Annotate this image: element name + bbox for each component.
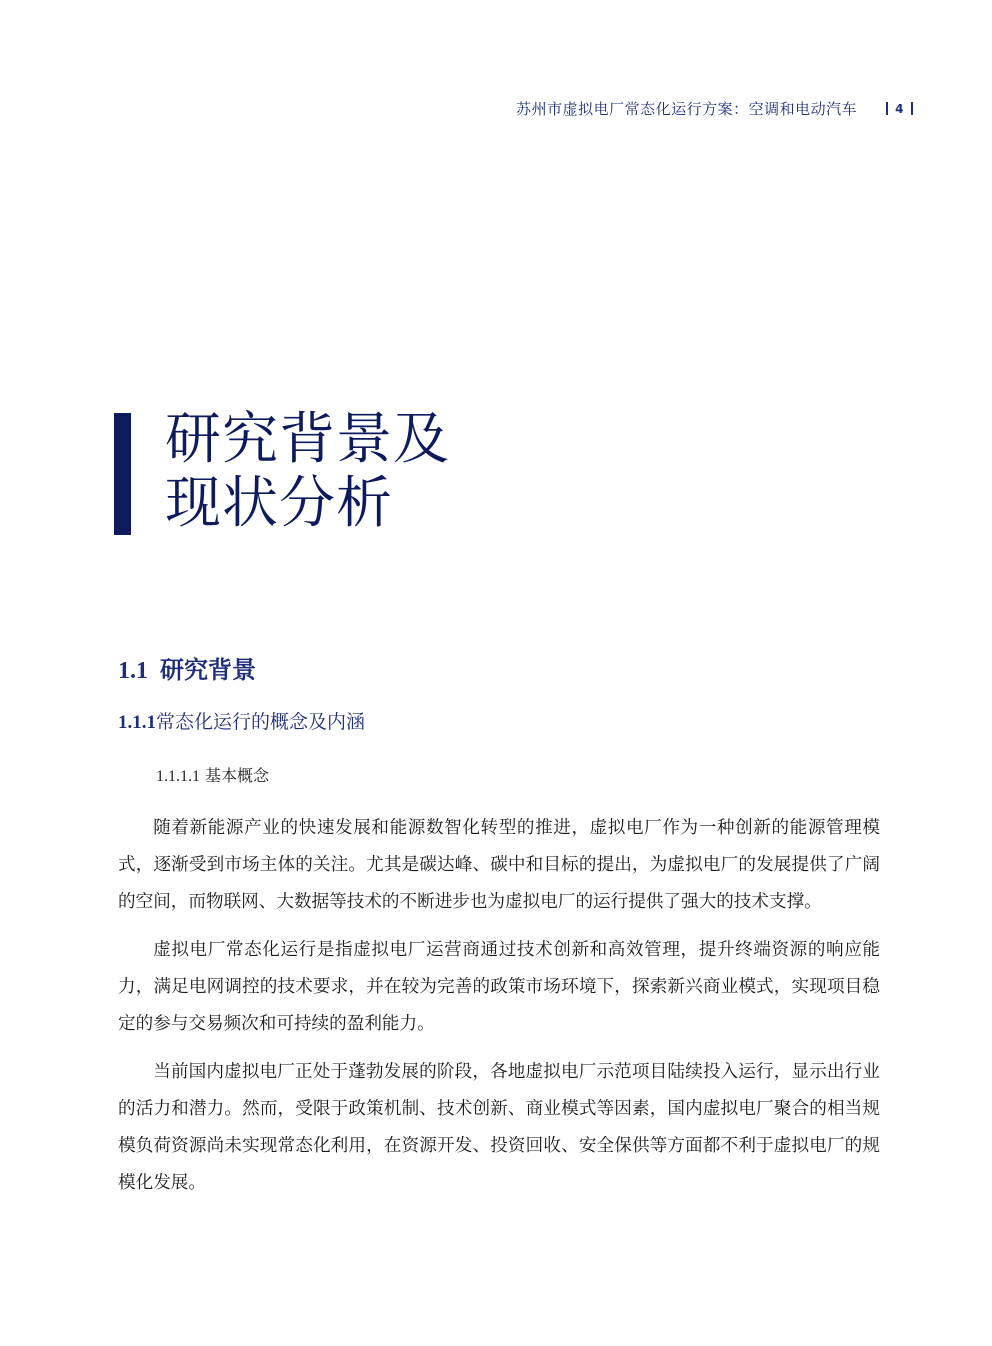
section-number: 1.1 <box>118 658 148 684</box>
paragraph: 随着新能源产业的快速发展和能源数智化转型的推进，虚拟电厂作为一种创新的能源管理模式，逐渐受到市场主体的关注。尤其是碳达峰、碳中和目标的提出，为虚拟电厂的发展提供了广阔的空间，而物联网、大数据等技术的不断进步也为虚拟电厂的运行提供了强大的技术支撑。 <box>118 818 880 912</box>
chapter-accent-bar <box>114 413 131 535</box>
body-text <box>118 810 880 1213</box>
paragraph: 虚拟电厂常态化运行是指虚拟电厂运营商通过技术创新和高效管理，提升终端资源的响应能力，满足电网调控的技术要求，并在较为完善的政策市场环境下，探索新兴商业模式，实现项目稳定的参与交易频次和可持续的盈利能力。 <box>118 940 880 1034</box>
chapter-title-line-2: 现状分析 <box>165 471 393 536</box>
chapter-title-line-1: 研究背景及 <box>165 407 450 472</box>
chapter-title <box>165 408 450 536</box>
page-number-value: 4 <box>895 101 904 116</box>
running-header <box>516 98 920 119</box>
running-title: 苏州市虚拟电厂常态化运行方案：空调和电动汽车 <box>516 100 858 118</box>
subsection-heading <box>118 707 365 734</box>
section-title: 研究背景 <box>160 656 256 684</box>
subsubsection-title: 基本概念 <box>205 766 270 785</box>
page-number-right-bar <box>911 102 913 115</box>
page-number <box>879 102 920 116</box>
page-number-left-bar <box>886 102 888 115</box>
paragraph: 当前国内虚拟电厂正处于蓬勃发展的阶段，各地虚拟电厂示范项目陆续投入运行，显示出行业的活力和潜力。然而，受限于政策机制、技术创新、商业模式等因素，国内虚拟电厂聚合的相当规模负荷资源尚未实现常态化利用，在资源开发、投资回收、安全保供等方面都不利于虚拟电厂的规模化发展。 <box>118 1062 880 1193</box>
subsection-number: 1.1.1 <box>118 712 156 733</box>
section-heading <box>118 650 256 685</box>
subsubsection-heading <box>156 763 269 786</box>
subsection-title: 常态化运行的概念及内涵 <box>156 711 366 733</box>
subsubsection-number: 1.1.1.1 <box>156 768 200 785</box>
